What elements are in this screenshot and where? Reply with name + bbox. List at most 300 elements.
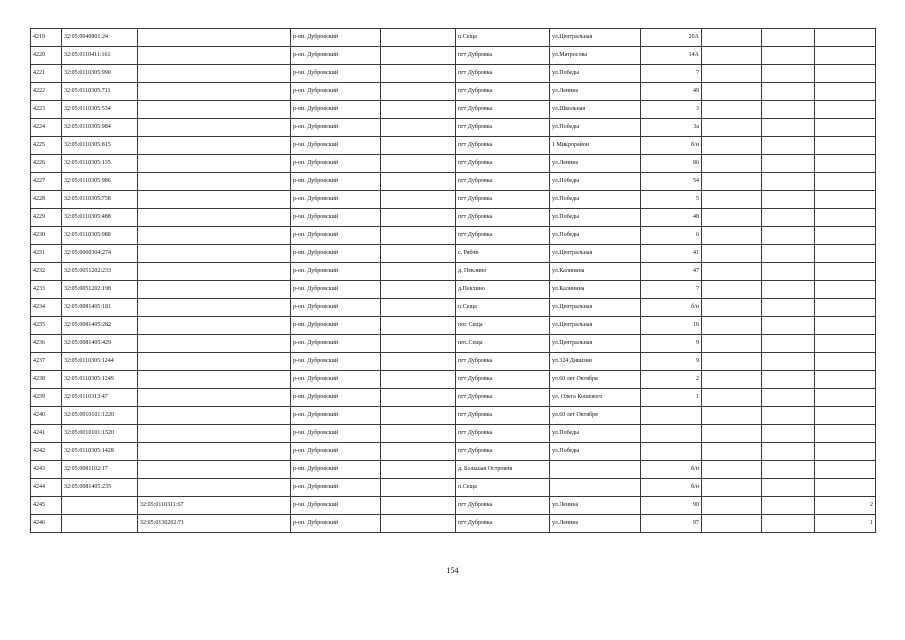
house-number-cell: 3 xyxy=(641,101,702,119)
cadastral-number-cell: 32:05:0060304:274 xyxy=(62,245,138,263)
extra-cell-3 xyxy=(815,209,876,227)
extra-cell-2 xyxy=(762,407,815,425)
alt-cadastral-number-cell xyxy=(138,245,291,263)
alt-cadastral-number-cell xyxy=(138,335,291,353)
street-cell: 1 Микрорайон xyxy=(550,137,641,155)
extra-cell-3 xyxy=(815,227,876,245)
settlement-cell: пгт Дубровка xyxy=(456,65,550,83)
extra-cell-2 xyxy=(762,479,815,497)
row-number-cell: 4227 xyxy=(31,173,62,191)
alt-cadastral-number-cell xyxy=(138,101,291,119)
extra-cell-3 xyxy=(815,137,876,155)
street-cell: ул.Победы xyxy=(550,227,641,245)
cadastral-number-cell: 32:05:0110305:1428 xyxy=(62,443,138,461)
settlement-cell: пгт Дубровка xyxy=(456,83,550,101)
street-cell: ул.324 Дивизии xyxy=(550,353,641,371)
district-cell: р-он. Дубровский xyxy=(291,65,381,83)
empty-cell xyxy=(381,353,456,371)
cadastral-number-cell: 32:05:0110305:711 xyxy=(62,83,138,101)
extra-cell-2 xyxy=(762,137,815,155)
extra-cell-3 xyxy=(815,191,876,209)
street-cell xyxy=(550,479,641,497)
empty-cell xyxy=(381,461,456,479)
extra-cell-1 xyxy=(702,425,762,443)
empty-cell xyxy=(381,155,456,173)
empty-cell xyxy=(381,299,456,317)
extra-cell-1 xyxy=(702,209,762,227)
extra-cell-3 xyxy=(815,83,876,101)
street-cell: ул.Ленина xyxy=(550,515,641,533)
district-cell: р-он. Дубровский xyxy=(291,47,381,65)
table-row xyxy=(31,155,876,173)
settlement-cell: с. Рябчи xyxy=(456,245,550,263)
street-cell: ул.Матросова xyxy=(550,47,641,65)
table-row xyxy=(31,281,876,299)
row-number-cell: 4232 xyxy=(31,263,62,281)
settlement-cell: п.Сеща xyxy=(456,29,550,47)
extra-cell-1 xyxy=(702,443,762,461)
extra-cell-1 xyxy=(702,371,762,389)
cadastral-number-cell: 32:05:0010101:1520 xyxy=(62,425,138,443)
house-number-cell: 41 xyxy=(641,245,702,263)
house-number-cell: 6 xyxy=(641,227,702,245)
street-cell: ул. Олега Кошевого xyxy=(550,389,641,407)
extra-cell-3 xyxy=(815,65,876,83)
cadastral-number-cell: 32:05:0110305:758 xyxy=(62,191,138,209)
house-number-cell: 3а xyxy=(641,119,702,137)
empty-cell xyxy=(381,317,456,335)
extra-cell-1 xyxy=(702,389,762,407)
cadastral-number-cell: 32:05:0010101:1220 xyxy=(62,407,138,425)
row-number-cell: 4237 xyxy=(31,353,62,371)
extra-cell-3 xyxy=(815,299,876,317)
alt-cadastral-number-cell xyxy=(138,371,291,389)
street-cell: ул.Победы xyxy=(550,65,641,83)
cadastral-number-cell: 32:05:0110305:986 xyxy=(62,173,138,191)
house-number-cell xyxy=(641,407,702,425)
cadastral-number-cell: 32:05:0081405:235 xyxy=(62,479,138,497)
extra-cell-3 xyxy=(815,29,876,47)
alt-cadastral-number-cell xyxy=(138,227,291,245)
street-cell: ул.Центральная xyxy=(550,299,641,317)
row-number-cell: 4224 xyxy=(31,119,62,137)
cadastral-number-cell: 32:05:0040801:24 xyxy=(62,29,138,47)
empty-cell xyxy=(381,407,456,425)
table-row xyxy=(31,317,876,335)
alt-cadastral-number-cell xyxy=(138,173,291,191)
house-number-cell: 7 xyxy=(641,281,702,299)
extra-cell-1 xyxy=(702,137,762,155)
row-number-cell: 4231 xyxy=(31,245,62,263)
cadastral-number-cell: 32:05:0051202:198 xyxy=(62,281,138,299)
settlement-cell: пгт Дубровка xyxy=(456,191,550,209)
empty-cell xyxy=(381,497,456,515)
row-number-cell: 4239 xyxy=(31,389,62,407)
house-number-cell: 97 xyxy=(641,515,702,533)
extra-cell-3 xyxy=(815,425,876,443)
extra-cell-3 xyxy=(815,155,876,173)
district-cell: р-он. Дубровский xyxy=(291,227,381,245)
street-cell: ул.Центральная xyxy=(550,29,641,47)
extra-cell-2 xyxy=(762,191,815,209)
alt-cadastral-number-cell xyxy=(138,443,291,461)
extra-cell-3: 1 xyxy=(815,515,876,533)
alt-cadastral-number-cell xyxy=(138,389,291,407)
table-row xyxy=(31,83,876,101)
settlement-cell: д. Большая Островня xyxy=(456,461,550,479)
extra-cell-3 xyxy=(815,173,876,191)
street-cell: ул.Центральная xyxy=(550,245,641,263)
settlement-cell: пгт Дубровка xyxy=(456,155,550,173)
extra-cell-2 xyxy=(762,47,815,65)
cadastral-number-cell: 32:05:0110305:988 xyxy=(62,227,138,245)
alt-cadastral-number-cell xyxy=(138,425,291,443)
street-cell: ул.Победы xyxy=(550,425,641,443)
house-number-cell: б/н xyxy=(641,299,702,317)
empty-cell xyxy=(381,335,456,353)
cadastral-number-cell: 32:05:0110305:1244 xyxy=(62,353,138,371)
house-number-cell: б/н xyxy=(641,461,702,479)
row-number-cell: 4226 xyxy=(31,155,62,173)
district-cell: р-он. Дубровский xyxy=(291,461,381,479)
house-number-cell: 1 xyxy=(641,389,702,407)
street-cell: ул.Победы xyxy=(550,173,641,191)
table-row xyxy=(31,191,876,209)
district-cell: р-он. Дубровский xyxy=(291,191,381,209)
cadastral-number-cell: 32:05:0110305:488 xyxy=(62,209,138,227)
extra-cell-3 xyxy=(815,389,876,407)
district-cell: р-он. Дубровский xyxy=(291,515,381,533)
row-number-cell: 4219 xyxy=(31,29,62,47)
settlement-cell: пгт Дубровка xyxy=(456,137,550,155)
district-cell: р-он. Дубровский xyxy=(291,137,381,155)
table-row xyxy=(31,497,876,515)
extra-cell-2 xyxy=(762,317,815,335)
empty-cell xyxy=(381,83,456,101)
street-cell: ул.Победы xyxy=(550,191,641,209)
district-cell: р-он. Дубровский xyxy=(291,281,381,299)
empty-cell xyxy=(381,47,456,65)
empty-cell xyxy=(381,227,456,245)
table-row xyxy=(31,479,876,497)
row-number-cell: 4229 xyxy=(31,209,62,227)
house-number-cell: 48 xyxy=(641,209,702,227)
house-number-cell: 54 xyxy=(641,173,702,191)
empty-cell xyxy=(381,425,456,443)
extra-cell-2 xyxy=(762,227,815,245)
empty-cell xyxy=(381,479,456,497)
table-row xyxy=(31,119,876,137)
district-cell: р-он. Дубровский xyxy=(291,497,381,515)
alt-cadastral-number-cell xyxy=(138,137,291,155)
alt-cadastral-number-cell: 32:05:0130202:71 xyxy=(138,515,291,533)
extra-cell-2 xyxy=(762,371,815,389)
district-cell: р-он. Дубровский xyxy=(291,173,381,191)
extra-cell-2 xyxy=(762,425,815,443)
table-row xyxy=(31,335,876,353)
table-row xyxy=(31,101,876,119)
alt-cadastral-number-cell xyxy=(138,317,291,335)
settlement-cell: пос Сеща xyxy=(456,317,550,335)
alt-cadastral-number-cell xyxy=(138,65,291,83)
table-row xyxy=(31,227,876,245)
street-cell: ул.60 лет Октября xyxy=(550,371,641,389)
row-number-cell: 4223 xyxy=(31,101,62,119)
district-cell: р-он. Дубровский xyxy=(291,353,381,371)
row-number-cell: 4245 xyxy=(31,497,62,515)
house-number-cell: 20А xyxy=(641,29,702,47)
extra-cell-3 xyxy=(815,317,876,335)
settlement-cell: пгт Дубровка xyxy=(456,353,550,371)
extra-cell-1 xyxy=(702,173,762,191)
alt-cadastral-number-cell xyxy=(138,407,291,425)
row-number-cell: 4221 xyxy=(31,65,62,83)
street-cell: ул.Победы xyxy=(550,119,641,137)
row-number-cell: 4246 xyxy=(31,515,62,533)
table-row xyxy=(31,299,876,317)
house-number-cell: 86 xyxy=(641,155,702,173)
table-row xyxy=(31,245,876,263)
settlement-cell: пгт Дубровка xyxy=(456,407,550,425)
extra-cell-1 xyxy=(702,317,762,335)
row-number-cell: 4228 xyxy=(31,191,62,209)
extra-cell-2 xyxy=(762,119,815,137)
empty-cell xyxy=(381,101,456,119)
table-row xyxy=(31,263,876,281)
alt-cadastral-number-cell xyxy=(138,299,291,317)
extra-cell-3 xyxy=(815,281,876,299)
empty-cell xyxy=(381,263,456,281)
street-cell: ул.Калинина xyxy=(550,263,641,281)
empty-cell xyxy=(381,443,456,461)
table-row xyxy=(31,389,876,407)
alt-cadastral-number-cell xyxy=(138,83,291,101)
street-cell: ул.Победы xyxy=(550,443,641,461)
house-number-cell: 2 xyxy=(641,371,702,389)
extra-cell-1 xyxy=(702,83,762,101)
extra-cell-1 xyxy=(702,353,762,371)
row-number-cell: 4242 xyxy=(31,443,62,461)
extra-cell-3 xyxy=(815,263,876,281)
table-row xyxy=(31,461,876,479)
street-cell: ул.Калинина xyxy=(550,281,641,299)
cadastral-number-cell: 32:05:0110305:135 xyxy=(62,155,138,173)
alt-cadastral-number-cell xyxy=(138,191,291,209)
extra-cell-1 xyxy=(702,227,762,245)
extra-cell-2 xyxy=(762,281,815,299)
extra-cell-3 xyxy=(815,371,876,389)
extra-cell-2 xyxy=(762,29,815,47)
page-number: 154 xyxy=(446,566,459,575)
registry-table-body xyxy=(31,29,876,533)
district-cell: р-он. Дубровский xyxy=(291,245,381,263)
extra-cell-3 xyxy=(815,461,876,479)
table-row xyxy=(31,515,876,533)
extra-cell-2 xyxy=(762,101,815,119)
house-number-cell: 47 xyxy=(641,263,702,281)
row-number-cell: 4244 xyxy=(31,479,62,497)
district-cell: р-он. Дубровский xyxy=(291,335,381,353)
extra-cell-2 xyxy=(762,65,815,83)
street-cell: ул.Победы xyxy=(550,209,641,227)
extra-cell-3 xyxy=(815,47,876,65)
cadastral-number-cell: 32:05:0081102:17 xyxy=(62,461,138,479)
extra-cell-1 xyxy=(702,263,762,281)
district-cell: р-он. Дубровский xyxy=(291,83,381,101)
row-number-cell: 4233 xyxy=(31,281,62,299)
table-row xyxy=(31,65,876,83)
alt-cadastral-number-cell xyxy=(138,209,291,227)
district-cell: р-он. Дубровский xyxy=(291,299,381,317)
extra-cell-1 xyxy=(702,191,762,209)
extra-cell-1 xyxy=(702,407,762,425)
row-number-cell: 4222 xyxy=(31,83,62,101)
extra-cell-2 xyxy=(762,155,815,173)
extra-cell-1 xyxy=(702,479,762,497)
cadastral-number-cell xyxy=(62,515,138,533)
table-row xyxy=(31,443,876,461)
alt-cadastral-number-cell xyxy=(138,479,291,497)
settlement-cell: пгт Дубровка xyxy=(456,209,550,227)
empty-cell xyxy=(381,371,456,389)
cadastral-number-cell: 32:05:0110305:990 xyxy=(62,65,138,83)
table-row xyxy=(31,371,876,389)
row-number-cell: 4220 xyxy=(31,47,62,65)
street-cell: ул.Ленина xyxy=(550,497,641,515)
district-cell: р-он. Дубровский xyxy=(291,407,381,425)
house-number-cell xyxy=(641,425,702,443)
house-number-cell: 5 xyxy=(641,191,702,209)
settlement-cell: пгт Дубровка xyxy=(456,371,550,389)
empty-cell xyxy=(381,515,456,533)
street-cell: ул.Центральная xyxy=(550,317,641,335)
alt-cadastral-number-cell xyxy=(138,353,291,371)
extra-cell-1 xyxy=(702,497,762,515)
street-cell: ул.Ленина xyxy=(550,83,641,101)
settlement-cell: пгт Дубровка xyxy=(456,227,550,245)
settlement-cell: пгт Дубровка xyxy=(456,515,550,533)
alt-cadastral-number-cell xyxy=(138,47,291,65)
district-cell: р-он. Дубровский xyxy=(291,29,381,47)
house-number-cell: б/н xyxy=(641,479,702,497)
empty-cell xyxy=(381,29,456,47)
extra-cell-3 xyxy=(815,335,876,353)
extra-cell-3 xyxy=(815,479,876,497)
alt-cadastral-number-cell xyxy=(138,29,291,47)
extra-cell-1 xyxy=(702,335,762,353)
cadastral-number-cell: 32:05:0051202:233 xyxy=(62,263,138,281)
extra-cell-1 xyxy=(702,65,762,83)
settlement-cell: пгт Дубровка xyxy=(456,497,550,515)
empty-cell xyxy=(381,173,456,191)
cadastral-number-cell: 32:05:0081405:181 xyxy=(62,299,138,317)
row-number-cell: 4240 xyxy=(31,407,62,425)
house-number-cell: 9 xyxy=(641,335,702,353)
row-number-cell: 4230 xyxy=(31,227,62,245)
cadastral-number-cell: 32:05:0110305:534 xyxy=(62,101,138,119)
empty-cell xyxy=(381,281,456,299)
settlement-cell: п.Сеща xyxy=(456,479,550,497)
district-cell: р-он. Дубровский xyxy=(291,317,381,335)
settlement-cell: пгт Дубровка xyxy=(456,389,550,407)
district-cell: р-он. Дубровский xyxy=(291,443,381,461)
extra-cell-3 xyxy=(815,353,876,371)
house-number-cell: 7 xyxy=(641,65,702,83)
street-cell: ул.60 лет Октября xyxy=(550,407,641,425)
district-cell: р-он. Дубровский xyxy=(291,119,381,137)
cadastral-number-cell: 32:05:0081405:282 xyxy=(62,317,138,335)
extra-cell-2 xyxy=(762,515,815,533)
row-number-cell: 4241 xyxy=(31,425,62,443)
district-cell: р-он. Дубровский xyxy=(291,371,381,389)
extra-cell-3: 2 xyxy=(815,497,876,515)
table-row xyxy=(31,209,876,227)
settlement-cell: пгт Дубровка xyxy=(456,173,550,191)
extra-cell-2 xyxy=(762,461,815,479)
row-number-cell: 4238 xyxy=(31,371,62,389)
settlement-cell: пгт Дубровка xyxy=(456,119,550,137)
settlement-cell: пгт Дубровка xyxy=(456,101,550,119)
empty-cell xyxy=(381,191,456,209)
table-row xyxy=(31,47,876,65)
extra-cell-2 xyxy=(762,353,815,371)
extra-cell-3 xyxy=(815,119,876,137)
alt-cadastral-number-cell xyxy=(138,119,291,137)
table-row xyxy=(31,173,876,191)
cadastral-number-cell: 32:05:0110313:47 xyxy=(62,389,138,407)
table-row xyxy=(31,29,876,47)
settlement-cell: д. Пеклино xyxy=(456,263,550,281)
extra-cell-3 xyxy=(815,101,876,119)
extra-cell-2 xyxy=(762,245,815,263)
district-cell: р-он. Дубровский xyxy=(291,101,381,119)
settlement-cell: пгт Дубровка xyxy=(456,425,550,443)
extra-cell-3 xyxy=(815,443,876,461)
extra-cell-2 xyxy=(762,263,815,281)
house-number-cell: 14А xyxy=(641,47,702,65)
settlement-cell: д.Пеклино xyxy=(456,281,550,299)
table-row xyxy=(31,407,876,425)
street-cell: ул.Центральная xyxy=(550,335,641,353)
extra-cell-1 xyxy=(702,101,762,119)
cadastral-number-cell xyxy=(62,497,138,515)
empty-cell xyxy=(381,389,456,407)
extra-cell-1 xyxy=(702,245,762,263)
row-number-cell: 4243 xyxy=(31,461,62,479)
extra-cell-1 xyxy=(702,155,762,173)
row-number-cell: 4236 xyxy=(31,335,62,353)
alt-cadastral-number-cell xyxy=(138,461,291,479)
settlement-cell: пгт Дубровка xyxy=(456,47,550,65)
cadastral-number-cell: 32:05:0081405:429 xyxy=(62,335,138,353)
cadastral-number-cell: 32:05:0110411:161 xyxy=(62,47,138,65)
extra-cell-2 xyxy=(762,209,815,227)
empty-cell xyxy=(381,209,456,227)
row-number-cell: 4234 xyxy=(31,299,62,317)
alt-cadastral-number-cell xyxy=(138,281,291,299)
extra-cell-1 xyxy=(702,299,762,317)
cadastral-number-cell: 32:05:0110305:1249 xyxy=(62,371,138,389)
district-cell: р-он. Дубровский xyxy=(291,263,381,281)
district-cell: р-он. Дубровский xyxy=(291,425,381,443)
empty-cell xyxy=(381,245,456,263)
cadastral-number-cell: 32:05:0110305:984 xyxy=(62,119,138,137)
empty-cell xyxy=(381,65,456,83)
extra-cell-1 xyxy=(702,119,762,137)
house-number-cell xyxy=(641,443,702,461)
district-cell: р-он. Дубровский xyxy=(291,155,381,173)
street-cell xyxy=(550,461,641,479)
